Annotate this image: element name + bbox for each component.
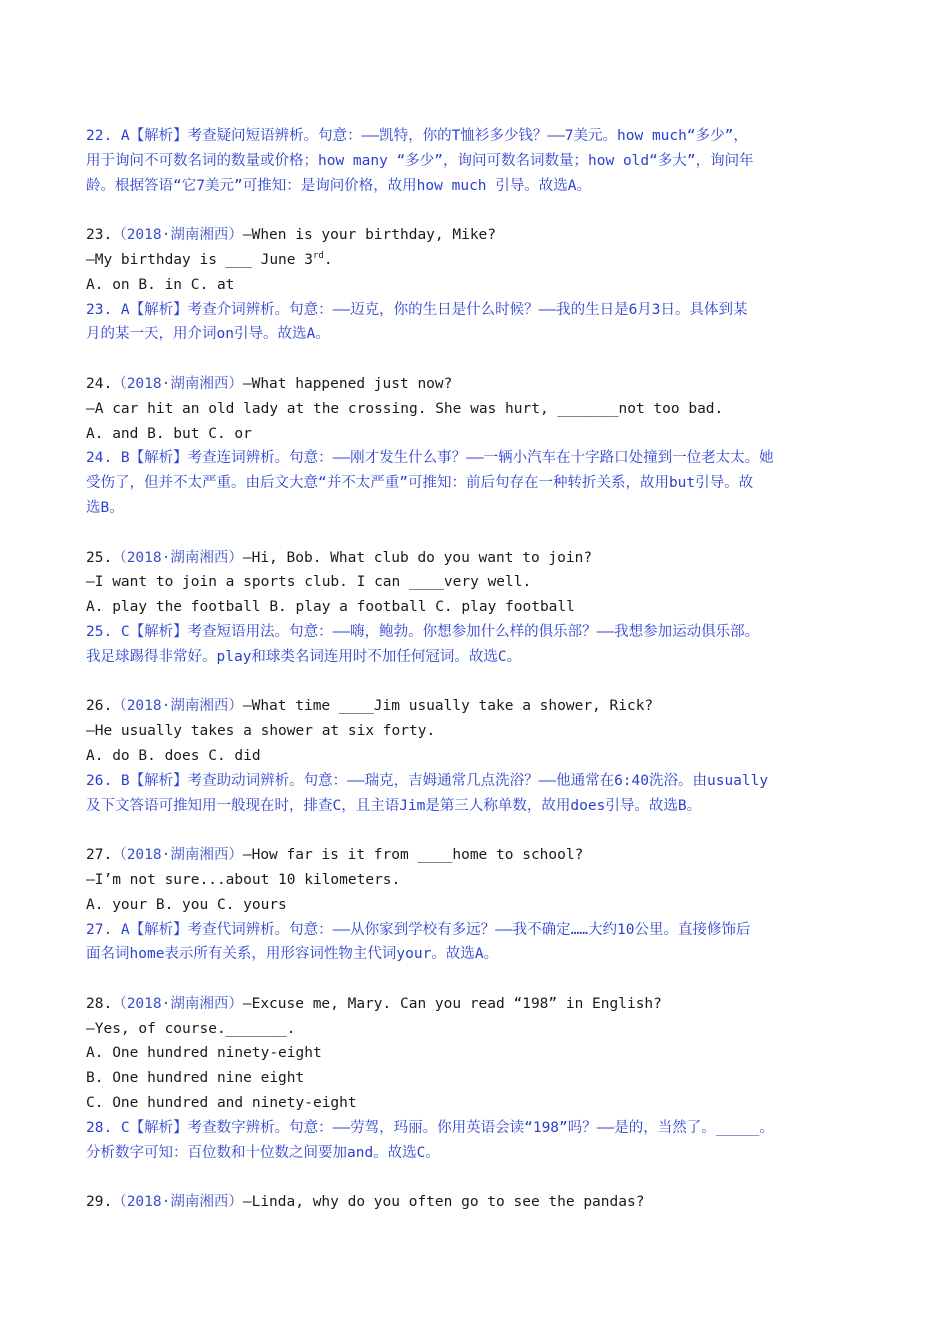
question-stem <box>86 843 876 868</box>
answer-line: 28. C【解析】考查数字辨析。句意：——劳驾，玛丽。你用英语会读“198”吗？——是的，当然了。_____。 <box>86 1119 774 1136</box>
question-options: A. do B. does C. did <box>86 747 261 764</box>
question-prompt: —What time ____Jim usually take a shower, Rick? <box>242 698 654 715</box>
question-prompt: —Hi, Bob. What club do you want to join? <box>242 549 593 566</box>
question-options: A. on B. in C. at <box>86 276 235 293</box>
question-reply: —He usually takes a shower at six forty. <box>86 723 436 740</box>
question-reply: —I’m not sure...about 10 kilometers. <box>86 871 401 888</box>
answer-line: 月的某一天，用介词on引导。故选A。 <box>86 326 330 343</box>
question-28 <box>86 992 876 1166</box>
question-number: 27. <box>86 847 113 864</box>
document-page <box>86 124 876 1215</box>
answer-line: 分析数字可知：百位数和十位数之间要加and。故选C。 <box>86 1144 440 1161</box>
answer-line: 26. B【解析】考查助动词辨析。句意：——瑞克，吉姆通常几点洗浴？——他通常在6:40洗浴。由usually <box>86 772 769 789</box>
question-24 <box>86 372 876 521</box>
question-29 <box>86 1190 876 1215</box>
question-source: （2018·湖南湘西） <box>112 227 243 244</box>
question-option-c: C. One hundred and ninety-eight <box>86 1095 357 1112</box>
question-23 <box>86 223 876 347</box>
question-number: 23. <box>86 227 113 244</box>
question-prompt: —What happened just now? <box>242 375 453 392</box>
question-options: A. your B. you C. yours <box>86 896 287 913</box>
answer-line: 用于询问不可数名词的数量或价格；how many “多少”，询问可数名词数量；how old“多大”，询问年 <box>86 152 754 169</box>
answer-line: 受伤了，但并不太严重。由后文大意“并不太严重”可推知：前后句存在一种转折关系，故用but引导。故 <box>86 475 754 492</box>
answer-line: 25. C【解析】考查短语用法。句意：——嗨，鲍勃。你想参加什么样的俱乐部？——我想参加运动俱乐部。 <box>86 623 760 640</box>
question-reply: —Yes, of course._______. <box>86 1020 296 1037</box>
question-source: （2018·湖南湘西） <box>112 375 243 392</box>
question-reply: —A car hit an old lady at the crossing. She was hurt, _______not too bad. <box>86 400 724 417</box>
question-reply: —I want to join a sports club. I can ____very well. <box>86 574 532 591</box>
question-stem <box>86 992 876 1017</box>
question-stem <box>86 223 876 248</box>
question-options: A. play the football B. play a football C. play football <box>86 599 575 616</box>
question-stem <box>86 1190 876 1215</box>
question-source: （2018·湖南湘西） <box>112 1194 243 1211</box>
question-source: （2018·湖南湘西） <box>112 698 243 715</box>
answer-line: 27. A【解析】考查代词辨析。句意：——从你家到学校有多远？——我不确定……大约10公里。直接修饰后 <box>86 921 751 938</box>
question-prompt: —When is your birthday, Mike? <box>242 227 497 244</box>
answer-line: 面名词home表示所有关系，用形容词性物主代词your。故选A。 <box>86 946 499 963</box>
question-number: 24. <box>86 375 113 392</box>
question-number: 25. <box>86 549 113 566</box>
question-prompt: —How far is it from ____home to school? <box>242 847 584 864</box>
question-27 <box>86 843 876 967</box>
question-options: A. and B. but C. or <box>86 425 252 442</box>
answer-line: 龄。根据答语“它7美元”可推知：是询问价格，故用how much 引导。故选A。 <box>86 177 591 194</box>
question-option-b: B. One hundred nine eight <box>86 1070 305 1087</box>
question-prompt: —Excuse me, Mary. Can you read “198” in English? <box>242 995 662 1012</box>
question-26 <box>86 694 876 818</box>
question-source: （2018·湖南湘西） <box>112 995 243 1012</box>
answer-line: 24. B【解析】考查连词辨析。句意：——刚才发生什么事？——一辆小汽车在十字路口处撞到一位老太太。她 <box>86 450 774 467</box>
question-stem <box>86 372 876 397</box>
question-25 <box>86 546 876 670</box>
question-number: 28. <box>86 995 113 1012</box>
answer-line: 23. A【解析】考查介词辨析。句意：——迈克，你的生日是什么时候？——我的生日是6月3日。具体到某 <box>86 301 748 318</box>
question-reply <box>86 248 876 273</box>
answer-line: 我足球踢得非常好。play和球类名词连用时不加任何冠词。故选C。 <box>86 648 522 665</box>
question-stem <box>86 546 876 571</box>
answer-line: 及下文答语可推知用一般现在时，排查C，且主语Jim是第三人称单数，故用does引导。故选B。 <box>86 797 702 814</box>
ordinal-suffix: rd <box>312 251 324 262</box>
question-source: （2018·湖南湘西） <box>112 549 243 566</box>
question-source: （2018·湖南湘西） <box>112 847 243 864</box>
answer-line: 22. A【解析】考查疑问短语辨析。句意：——凯特，你的T恤衫多少钱？——7美元。how much“多少”， <box>86 128 748 144</box>
question-stem <box>86 694 876 719</box>
question-number: 26. <box>86 698 113 715</box>
answer-22 <box>86 124 876 198</box>
reply-text: —My birthday is ___ June 3 <box>86 251 313 268</box>
answer-line: 选B。 <box>86 499 124 516</box>
reply-end: . <box>323 251 333 268</box>
question-number: 29. <box>86 1194 113 1211</box>
question-option-a: A. One hundred ninety-eight <box>86 1045 322 1062</box>
question-prompt: —Linda, why do you often go to see the pandas? <box>242 1194 645 1211</box>
